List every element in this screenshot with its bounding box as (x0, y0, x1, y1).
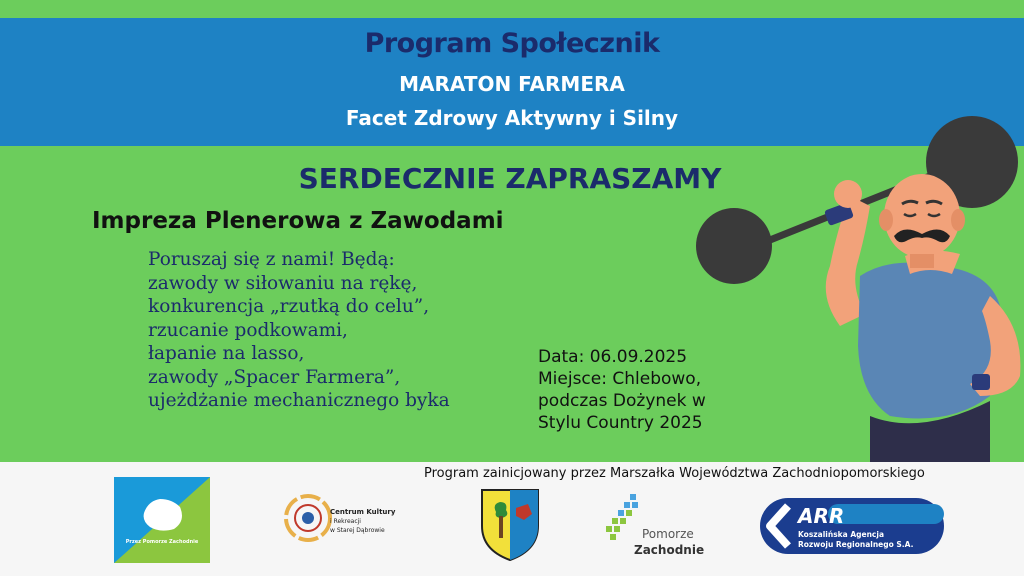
fist-icon (834, 180, 862, 208)
activity-line: rzucanie podkowami, (148, 319, 348, 341)
ckir-line-3: w Starej Dąbrowie (330, 527, 385, 534)
przez-pomorze-logo (114, 477, 210, 563)
invite-heading: SERDECZNIE ZAPRASZAMY (298, 162, 722, 195)
ckir-line-1: Centrum Kultury (330, 508, 396, 516)
event-place-line2: podczas Dożynek w (538, 391, 706, 411)
activity-line: zawody „Spacer Farmera”, (148, 366, 401, 388)
top-green-strip (0, 0, 1024, 18)
strongman-illustration (690, 96, 1024, 466)
facet-title: Facet Zdrowy Aktywny i Silny (345, 106, 679, 130)
coat-of-arms-icon (478, 486, 542, 562)
event-details (538, 346, 706, 434)
arr-line-1: Koszalińska Agencja (798, 530, 885, 539)
activities-list (148, 248, 450, 413)
activity-line: ujeżdżanie mechanicznego byka (148, 390, 450, 411)
ckir-line-2: i Rekreacji (330, 518, 361, 525)
event-place-line3: Stylu Country 2025 (538, 413, 703, 433)
arr-line-2: Rozwoju Regionalnego S.A. (798, 540, 914, 549)
pz-line-1: Pomorze (642, 527, 694, 541)
tank-top-icon (858, 263, 1000, 419)
footer-bar (0, 462, 1024, 576)
wristband-right-icon (972, 374, 990, 390)
activity-line: zawody w siłowaniu na rękę, (148, 272, 418, 294)
footer-program-note: Program zainicjowany przez Marszałka Województwa Zachodniopomorskiego (424, 466, 925, 481)
program-title: Program Społecznik (364, 28, 660, 59)
event-place: Miejsce: Chlebowo, (538, 369, 702, 389)
event-subtitle: Impreza Plenerowa z Zawodami (92, 208, 504, 234)
event-date: Data: 06.09.2025 (538, 347, 688, 367)
barbell-weight-left-icon (696, 208, 772, 284)
maraton-title: MARATON FARMERA (399, 72, 625, 96)
arr-short: ARR (798, 504, 845, 528)
activity-line: Poruszaj się z nami! Będą: (148, 249, 395, 270)
pomorze-zachodnie-logo (600, 490, 710, 570)
head-icon (884, 174, 960, 258)
activity-line: konkurencja „rzutką do celu”, (148, 296, 430, 317)
green-logo-text: Przez Pomorze Zachodnie (125, 539, 199, 545)
ckir-logo (282, 478, 402, 558)
arr-logo (758, 496, 946, 556)
pz-line-2: Zachodnie (634, 543, 705, 557)
activity-line: łapanie na lasso, (148, 343, 305, 364)
